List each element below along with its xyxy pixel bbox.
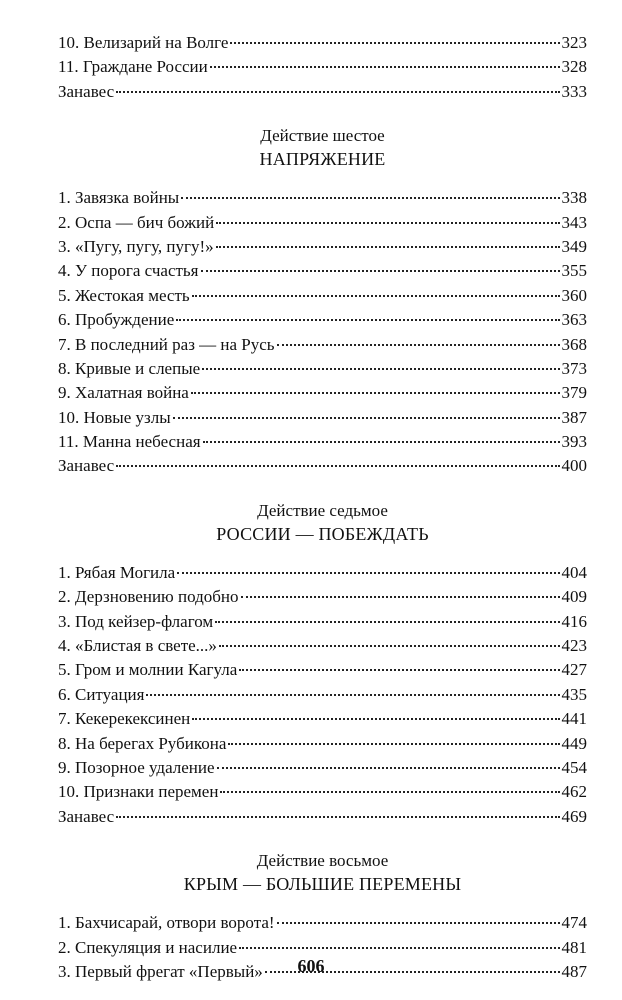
entry-title: 5. Жестокая месть bbox=[58, 285, 190, 305]
entry-title: 5. Гром и молнии Кагула bbox=[58, 660, 238, 680]
dot-leader bbox=[116, 816, 559, 818]
entry-title: 10. Велизарий на Волге bbox=[58, 33, 229, 52]
toc-entry bbox=[58, 284, 587, 308]
entry-page-number: 323 bbox=[561, 33, 587, 52]
act-label: Действие седьмое bbox=[257, 500, 388, 520]
toc-entry bbox=[58, 259, 587, 283]
toc-entry bbox=[58, 80, 587, 104]
entry-page-number: 349 bbox=[561, 236, 587, 256]
spacer bbox=[58, 104, 587, 125]
act-title: КРЫМ — БОЛЬШИЕ ПЕРЕМЕНЫ bbox=[183, 874, 462, 895]
entry-title: 9. Халатная война bbox=[58, 383, 189, 403]
toc-entry bbox=[58, 357, 587, 381]
act-title: РОССИИ — ПОБЕЖДАТЬ bbox=[216, 523, 429, 544]
toc-entry bbox=[58, 732, 587, 756]
act-label: Действие шестое bbox=[260, 126, 385, 146]
toc-entry bbox=[58, 610, 587, 634]
dot-leader bbox=[176, 319, 559, 321]
dot-leader bbox=[239, 669, 559, 671]
spacer bbox=[58, 829, 587, 850]
dot-leader bbox=[239, 947, 559, 949]
entry-title: 10. Новые узлы bbox=[58, 407, 171, 427]
toc-entry bbox=[58, 430, 587, 454]
entry-title: 2. Спекуляция и насилие bbox=[58, 937, 238, 957]
toc-entry bbox=[58, 406, 587, 430]
entry-page-number: 368 bbox=[561, 334, 587, 354]
entry-title: 8. Кривые и слепые bbox=[58, 358, 201, 378]
toc-entry bbox=[58, 805, 587, 829]
toc-entry bbox=[58, 707, 587, 731]
toc-entry bbox=[58, 211, 587, 235]
toc-entry bbox=[58, 911, 587, 935]
page-number: 606 bbox=[297, 956, 325, 976]
entry-page-number: 338 bbox=[561, 188, 587, 208]
toc-entry bbox=[58, 454, 587, 478]
toc-entry bbox=[58, 186, 587, 210]
toc-entry bbox=[58, 55, 587, 79]
entry-title: 2. Оспа — бич божий bbox=[58, 212, 215, 232]
dot-leader bbox=[177, 572, 559, 574]
entry-page-number: 481 bbox=[561, 937, 587, 957]
entry-title: 7. Кекерекексинен bbox=[58, 709, 191, 729]
act-title: НАПРЯЖЕНИЕ bbox=[259, 149, 386, 170]
dot-leader bbox=[173, 417, 560, 419]
toc-entry bbox=[58, 658, 587, 682]
toc-entry bbox=[58, 585, 587, 609]
entry-title: 11. Граждане России bbox=[58, 57, 208, 77]
dot-leader bbox=[202, 368, 559, 370]
toc-entry bbox=[58, 756, 587, 780]
act-heading bbox=[58, 125, 587, 171]
spacer bbox=[58, 546, 587, 561]
spacer bbox=[58, 896, 587, 911]
dot-leader bbox=[217, 767, 560, 769]
toc-entry bbox=[58, 333, 587, 357]
dot-leader bbox=[146, 694, 559, 696]
entry-page-number: 435 bbox=[561, 684, 587, 704]
dot-leader bbox=[116, 91, 559, 93]
toc-entry bbox=[58, 235, 587, 259]
entry-page-number: 454 bbox=[561, 757, 587, 777]
dot-leader bbox=[277, 922, 560, 924]
entry-title: 3. Под кейзер-флагом bbox=[58, 611, 214, 631]
dot-leader bbox=[277, 344, 560, 346]
toc-entry bbox=[58, 308, 587, 332]
entry-title: 1. Завязка войны bbox=[58, 188, 180, 208]
entry-title: 11. Манна небесная bbox=[58, 432, 201, 452]
entry-page-number: 363 bbox=[561, 310, 587, 330]
entry-page-number: 393 bbox=[561, 432, 587, 452]
entry-page-number: 373 bbox=[561, 358, 587, 378]
dot-leader bbox=[216, 222, 559, 224]
dot-leader bbox=[116, 465, 559, 467]
entry-page-number: 469 bbox=[561, 806, 587, 826]
entry-title: 2. Дерзновению подобно bbox=[58, 587, 239, 607]
entry-page-number: 449 bbox=[561, 733, 587, 753]
dot-leader bbox=[192, 295, 560, 297]
dot-leader bbox=[215, 621, 559, 623]
toc-entry bbox=[58, 561, 587, 585]
entry-page-number: 328 bbox=[561, 57, 587, 77]
entry-title: 6. Пробуждение bbox=[58, 310, 175, 330]
entry-page-number: 416 bbox=[561, 611, 587, 631]
dot-leader bbox=[216, 246, 560, 248]
spacer bbox=[58, 171, 587, 186]
entry-title: 3. Первый фрегат «Первый» bbox=[58, 961, 263, 981]
dot-leader bbox=[203, 441, 560, 443]
dot-leader bbox=[241, 596, 560, 598]
entry-title: Занавес bbox=[58, 806, 115, 826]
entry-page-number: 427 bbox=[561, 660, 587, 680]
act-heading bbox=[58, 500, 587, 546]
entry-page-number: 333 bbox=[561, 81, 587, 101]
entry-title: 10. Признаки перемен bbox=[58, 782, 219, 802]
dot-leader bbox=[219, 645, 560, 647]
act-label: Действие восьмое bbox=[256, 851, 389, 871]
entry-title: Занавес bbox=[58, 456, 115, 476]
entry-title: 4. У порога счастья bbox=[58, 261, 199, 281]
entry-title: 7. В последний раз — на Русь bbox=[58, 334, 275, 354]
entry-page-number: 379 bbox=[561, 383, 587, 403]
entry-title: 3. «Пугу, пугу, пугу!» bbox=[58, 236, 214, 256]
entry-page-number: 409 bbox=[561, 587, 587, 607]
entry-page-number: 474 bbox=[561, 913, 587, 933]
entry-page-number: 360 bbox=[561, 285, 587, 305]
entry-title: 4. «Блистая в свете...» bbox=[58, 636, 217, 656]
toc-entry bbox=[58, 634, 587, 658]
entry-title: 1. Бахчисарай, отвори ворота! bbox=[58, 913, 275, 933]
act-heading bbox=[58, 850, 587, 896]
toc-entry bbox=[58, 683, 587, 707]
dot-leader bbox=[220, 791, 559, 793]
toc-entry bbox=[58, 780, 587, 804]
toc-entry bbox=[58, 381, 587, 405]
entry-page-number: 343 bbox=[561, 212, 587, 232]
entry-title: 8. На берегах Рубикона bbox=[58, 733, 227, 753]
entry-page-number: 400 bbox=[561, 456, 587, 476]
dot-leader bbox=[191, 392, 560, 394]
entry-page-number: 355 bbox=[561, 261, 587, 281]
entry-title: 6. Ситуация bbox=[58, 684, 145, 704]
entry-page-number: 387 bbox=[561, 407, 587, 427]
dot-leader bbox=[230, 42, 559, 44]
table-of-contents bbox=[58, 31, 587, 984]
entry-page-number: 462 bbox=[561, 782, 587, 802]
dot-leader bbox=[228, 743, 559, 745]
entry-page-number: 404 bbox=[561, 562, 587, 582]
dot-leader bbox=[181, 197, 559, 199]
dot-leader bbox=[201, 270, 560, 272]
toc-entry bbox=[58, 31, 587, 55]
entry-page-number: 441 bbox=[561, 709, 587, 729]
entry-page-number: 487 bbox=[561, 961, 587, 981]
dot-leader bbox=[210, 66, 560, 68]
entry-title: 1. Рябая Могила bbox=[58, 562, 176, 582]
spacer bbox=[58, 479, 587, 500]
entry-title: 9. Позорное удаление bbox=[58, 757, 215, 777]
dot-leader bbox=[192, 718, 559, 720]
entry-page-number: 423 bbox=[561, 636, 587, 656]
entry-title: Занавес bbox=[58, 81, 115, 101]
